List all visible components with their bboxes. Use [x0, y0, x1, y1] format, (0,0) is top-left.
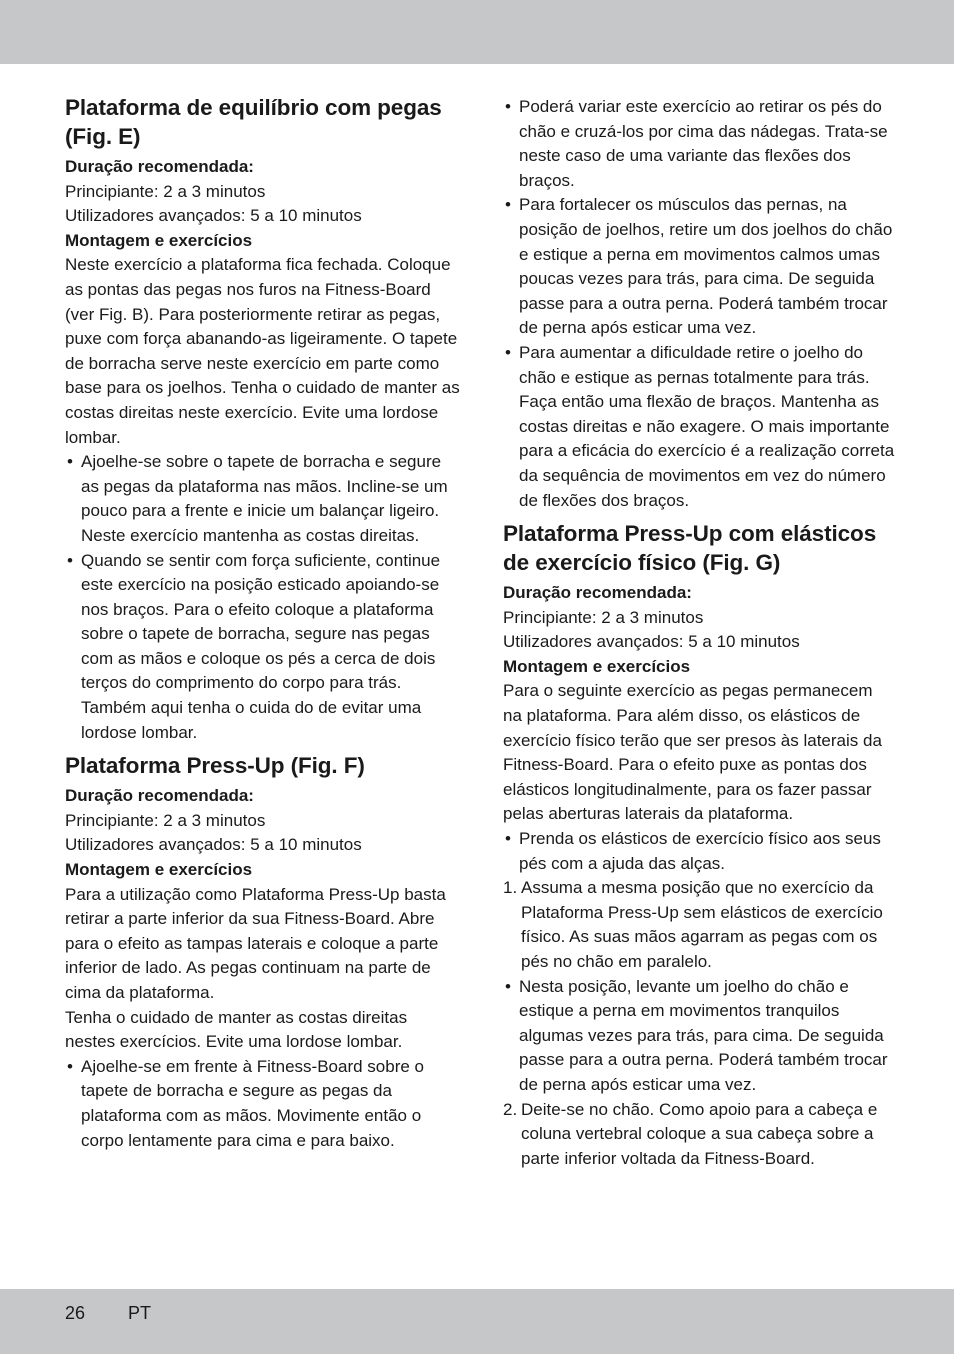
section-f-bullet: • Para aumentar a dificuldade retire o joelho do chão e estique as pernas totalmente para trás. Faça então uma flexão de braços. Mantenha as costas direitas e não exagere. O mais importante para a eficácia do exercício é a realização correta da sequência de movimentos em vez do número de flexões dos braços.	[503, 341, 895, 513]
section-g-bullet: • Prenda os elásticos de exercício físico aos seus pés com a ajuda das alças.	[503, 827, 895, 876]
section-g-step-1	[503, 876, 895, 974]
section-e-duration-advanced: Utilizadores avançados: 5 a 10 minutos	[65, 206, 362, 226]
step-text: Deite-se no chão. Como apoio para a cabeça e coluna vertebral coloque a sua cabeça sobre a parte inferior voltada da Fitness-Board.	[521, 1099, 878, 1168]
section-g-duration-beginner: Principiante: 2 a 3 minutos	[503, 607, 704, 627]
section-e-duration-label: Duração recomendada:	[65, 157, 254, 176]
section-f-assembly-label: Montagem e exercícios	[65, 860, 253, 880]
section-g-duration-label: Duração recomendada:	[503, 583, 692, 603]
section-f-bullet: • Poderá variar este exercício ao retirar os pés do chão e cruzá-los por cima das nádegas. Trata-se neste caso de uma variante das flexões dos braços.	[503, 95, 895, 193]
section-f-bullet: • Para fortalecer os músculos das pernas, na posição de joelhos, retire um dos joelhos do chão e estique a perna em movimentos calmos umas poucas vezes para trás, para cima. De seguida passe para a outra perna. Poderá também trocar de perna após esticar uma vez.	[503, 193, 895, 341]
section-f-bullet: • Ajoelhe-se em frente à Fitness-Board sobre o tapete de borracha e segure as pegas da plataforma com as mãos. Movimente então o corpo lentamente para cima e para baixo.	[65, 1055, 460, 1153]
step-number: 1.	[503, 878, 518, 898]
section-f-intro: Para a utilização como Plataforma Press-Up basta retirar a parte inferior da sua Fitness-Board. Abre para o efeito as tampas laterais e coloque a parte inferior de lado. As pegas continuam na parte de cima da plataforma.	[65, 884, 446, 1002]
section-f-duration-advanced: Utilizadores avançados: 5 a 10 minutos	[65, 835, 362, 855]
right-column	[503, 95, 895, 1171]
section-g-bullets-1	[503, 827, 895, 876]
section-g-intro: Para o seguinte exercício as pegas permanecem na plataforma. Para além disso, os elásticos de exercício físico terão que ser presos às laterais da Fitness-Board. Para o efeito puxe as pontas dos elásticos longitudinalmente, para os fazer passar pelas aberturas laterais da plataforma.	[503, 681, 882, 824]
section-g-assembly-label: Montagem e exercícios	[503, 656, 691, 676]
section-f-continued-bullets	[503, 95, 895, 513]
section-e-bullet: • Ajoelhe-se sobre o tapete de borracha e segure as pegas da plataforma nas mãos. Incline-se um pouco para a frente e inicie um balançar ligeiro. Neste exercício mantenha as costas direitas.	[65, 450, 460, 548]
section-g-step-2	[503, 1098, 895, 1172]
section-e-intro: Neste exercício a plataforma fica fechada. Coloque as pontas das pegas nos furos na Fitness-Board (ver Fig. B). Para posteriormente retirar as pegas, puxe com força abanando-as ligeiramente. O tapete de borracha serve neste exercício em parte como base para os joelhos. Tenha o cuidado de manter as costas direitas neste exercício. Evite uma lordose lombar.	[65, 255, 460, 447]
section-f-duration-beginner: Principiante: 2 a 3 minutos	[65, 810, 266, 830]
section-g-duration-advanced: Utilizadores avançados: 5 a 10 minutos	[503, 632, 800, 652]
section-g-bullets-2	[503, 975, 895, 1098]
section-f-title: Plataforma Press-Up (Fig. F)	[65, 753, 365, 779]
section-e-bullets	[65, 450, 460, 745]
section-g-title: Plataforma Press-Up com elásticos de exercício físico (Fig. G)	[503, 521, 877, 576]
section-e-bullet: • Quando se sentir com força suficiente, continue este exercício na posição esticado apoiando-se nos braços. Para o efeito coloque a plataforma sobre o tapete de borracha, segure nas pegas com as mãos e coloque os pés a cerca de dois terços do comprimento do corpo para trás. Também aqui tenha o cuida do de evitar uma lordose lombar.	[65, 549, 460, 746]
step-number: 2.	[503, 1099, 518, 1119]
step-text: Assuma a mesma posição que no exercício da Plataforma Press-Up sem elásticos de exercício físico. As suas mãos agarram as pegas com os pés no chão em paralelo.	[521, 878, 883, 971]
section-e-title: Plataforma de equilíbrio com pegas (Fig. E)	[65, 95, 442, 149]
section-g-bullet: • Nesta posição, levante um joelho do chão e estique a perna em movimentos tranquilos algumas vezes para trás, para cima. De seguida passe para a outra perna. Poderá também trocar de perna após esticar uma vez.	[503, 975, 895, 1098]
header-bar	[0, 0, 954, 64]
section-f-duration-label: Duração recomendada:	[65, 786, 254, 806]
section-e-duration-beginner: Principiante: 2 a 3 minutos	[65, 181, 266, 201]
left-column	[65, 93, 460, 1153]
page-number: 26	[65, 1303, 86, 1323]
section-f-bullets	[65, 1055, 460, 1153]
language-code: PT	[128, 1303, 152, 1323]
section-e-assembly-label: Montagem e exercícios	[65, 230, 253, 250]
section-f-intro-2: Tenha o cuidado de manter as costas direitas nestes exercícios. Evite uma lordose lombar.	[65, 1007, 408, 1052]
